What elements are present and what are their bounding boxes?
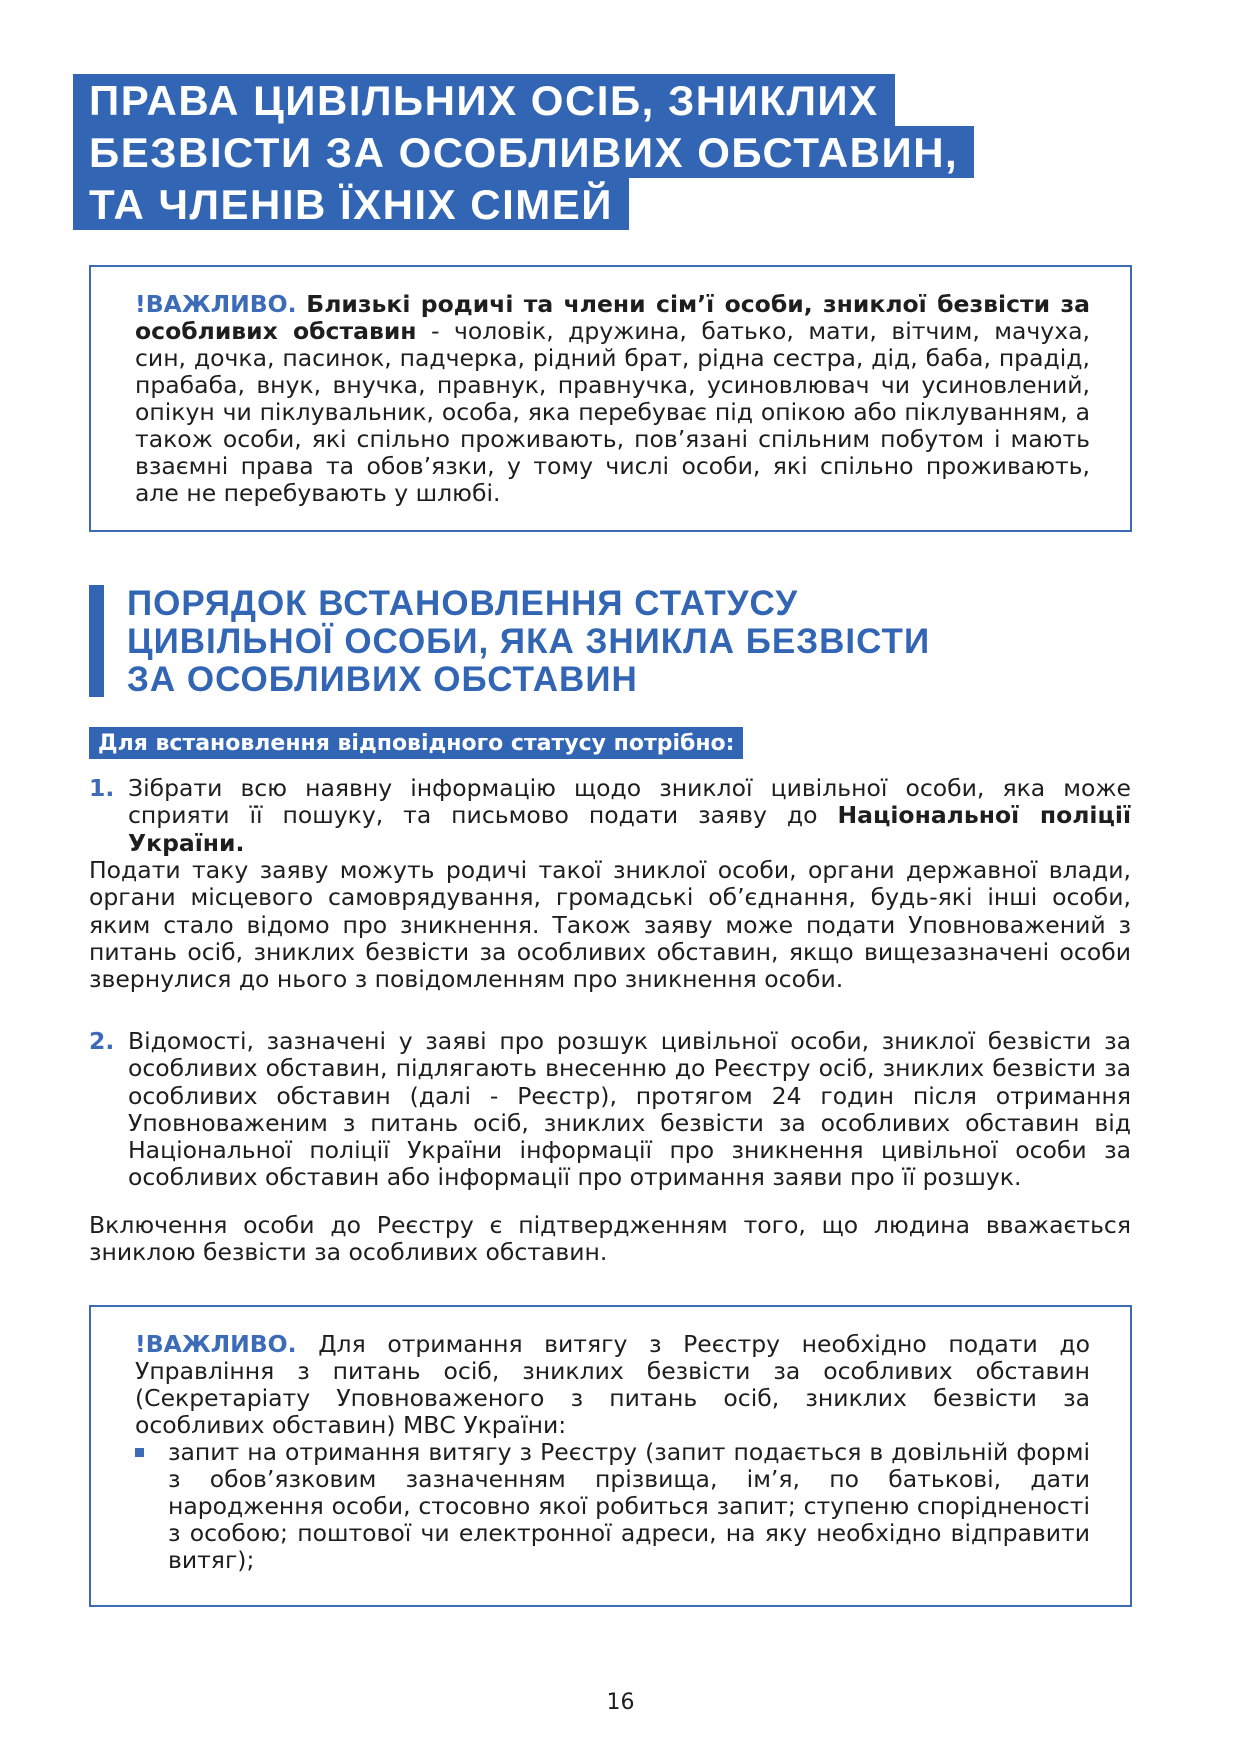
- page-number: 16: [606, 1690, 635, 1715]
- paragraph-who-can-file-text: Подати таку заяву можуть родичі такої зниклої особи, органи державної влади, органи місцевого самоврядування, громадські об’єднання, будь-які інші особи, яким стало відомо про зникнення. Також заяву може подати Уповноважений з питань осіб, зниклих безвісти за особливих обставин, якщо вищезазначені особи звернулися до нього з повідомленням про зникнення особи.: [89, 856, 1131, 994]
- important-box-extract: [89, 1305, 1132, 1607]
- important-bold-text: Близькі родичі та члени сім’ї особи, зниклої безвісти за особливих обставин: [135, 290, 1090, 345]
- important-label: !ВАЖЛИВО.: [135, 290, 297, 318]
- important-text: - чоловік, дружина, батько, мати, вітчим, мачуха, син, дочка, пасинок, падчерка, рідний брат, рідна сестра, дід, баба, прадід, прабаба, внук, внучка, правнук, правнучка, усиновлювач чи усиновлений, опікун чи піклувальник, особа, яка перебуває під опікою або піклуванням, а також особи, які спільно проживають, пов’язані спільним побутом і мають взаємні права та обов’язки, у тому числі особи, які спільно проживають, але не перебувають у шлюбі.: [135, 317, 1090, 507]
- section-title-line-3: ЗА ОСОБЛИВИХ ОБСТАВИН: [127, 660, 638, 699]
- item-1-text: [128, 775, 1131, 857]
- bullet-square-icon: [135, 1448, 144, 1457]
- paragraph-registry-text: Включення особи до Реєстру є підтвердженням того, що людина вважається зниклою безвісти за особливих обставин.: [89, 1211, 1131, 1267]
- item-1-body: Зібрати всю наявну інформацію щодо зниклої цивільної особи, яка може сприяти її пошуку, та письмово подати заяву до: [128, 774, 1131, 830]
- page-title: [73, 74, 974, 230]
- item-2-number: 2.: [89, 1027, 115, 1055]
- title-line-2: БЕЗВІСТИ ЗА ОСОБЛИВИХ ОБСТАВИН,: [73, 126, 974, 178]
- item-2-body: Відомості, зазначені у заяві про розшук цивільної особи, зниклої безвісти за особливих обставин, підлягають внесенню до Реєстру осіб, зниклих безвісти за особливих обставин (далі - Реєстр), протягом 24 годин після отримання Уповноваженим з питань осіб, зниклих безвісти за особливих обставин від Національної поліції України інформації про зникнення цивільної особи за особливих обставин або інформації про отримання заяви про її розшук.: [128, 1027, 1131, 1192]
- section-title-line-2: ЦИВІЛЬНОЇ ОСОБИ, ЯКА ЗНИКЛА БЕЗВІСТИ: [127, 622, 931, 661]
- title-line-3: ТА ЧЛЕНІВ ЇХНІХ СІМЕЙ: [73, 178, 629, 230]
- item-1-bold: Національної поліції України.: [128, 801, 1132, 857]
- important-box-relatives: [89, 265, 1132, 532]
- important-text-2: Для отримання витягу з Реєстру необхідно подати до Управління з питань осіб, зниклих безвісти за особливих обставин (Секретаріату Уповноваженого з питань осіб, зниклих безвісти за особливих обставин) МВС України:: [135, 1330, 1090, 1439]
- important-box-relatives-text: [135, 291, 1090, 507]
- bullet-text: запит на отримання витягу з Реєстру (запит подається в довільній формі з обов’язковим зазначенням прізвища, ім’я, по батькові, дати народження особи, стосовно якої робиться запит; ступеню спорідненості з особою; поштової чи електронної адреси, на яку необхідно відправити витяг);: [168, 1438, 1090, 1574]
- important-box-extract-text: [135, 1331, 1090, 1439]
- title-line-1: ПРАВА ЦИВІЛЬНИХ ОСІБ, ЗНИКЛИХ: [73, 74, 895, 126]
- requirements-label: Для встановлення відповідного статусу потрібно:: [89, 727, 743, 759]
- important-label-2: !ВАЖЛИВО.: [135, 1330, 297, 1358]
- list-item: [135, 1439, 1090, 1574]
- item-2-text: [128, 1028, 1131, 1192]
- section-accent-bar: [89, 585, 104, 697]
- item-1-number: 1.: [89, 774, 115, 802]
- section-title-line-1: ПОРЯДОК ВСТАНОВЛЕННЯ СТАТУСУ: [127, 584, 799, 623]
- paragraph-registry: [89, 1212, 1131, 1267]
- paragraph-who-can-file: [89, 857, 1131, 993]
